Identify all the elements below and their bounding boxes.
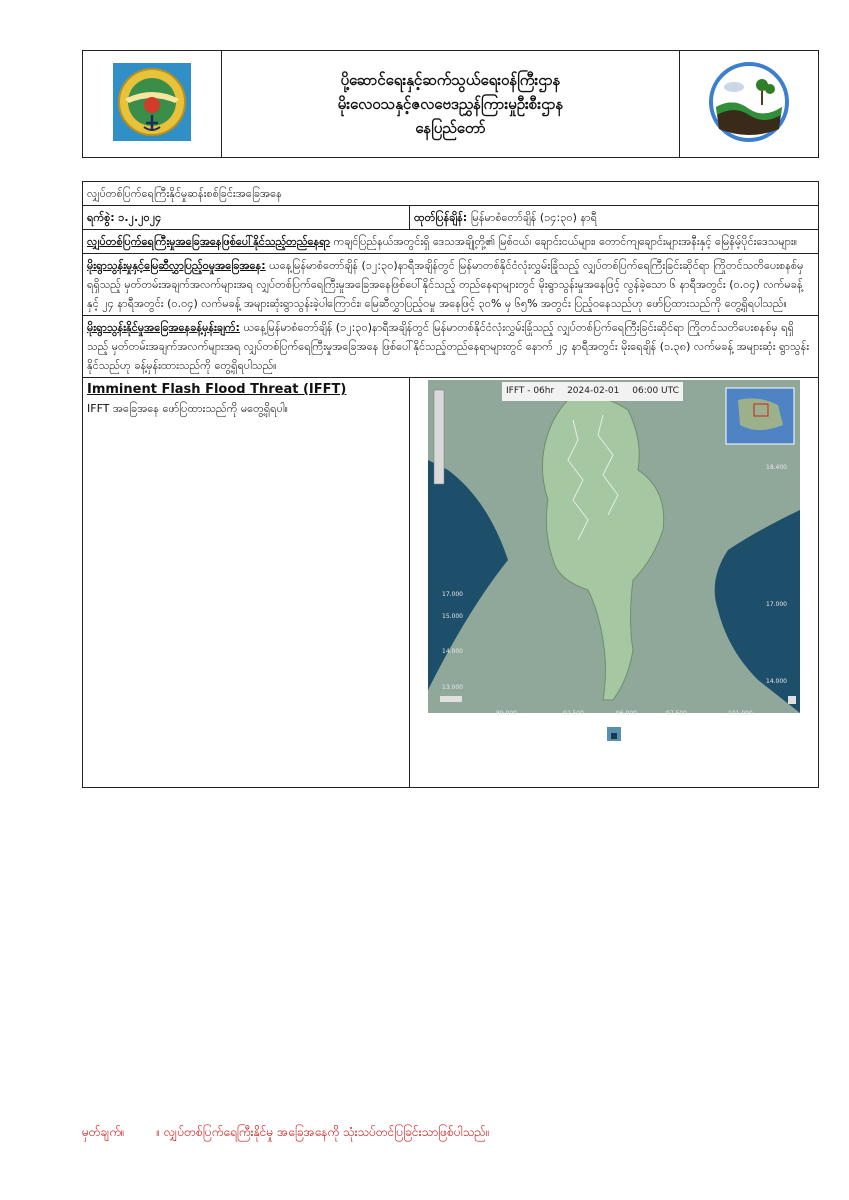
ifft-map-cell	[410, 378, 819, 788]
rainfall-text: ယနေ့မြန်မာစံတော်ချိန် (၁၂:၃၀)နာရီအချိန်တွင် မြန်မာတစ်နိုင်ငံလုံးလွှမ်းခြုံသည့် လျှပ်တစ်ပြက်ရေကြီးခြင်းဆိုင်ရာ ကြိုတင်သတိပေးစနစ်မှရရှိသည့် မှတ်တမ်းအချက်အလက်များအရ လျှပ်တစ်ပြက်ရေကြီးမှုအခြေအနေဖြစ်ပေါ်နိုင်သည့် တည်နေရာများတွင် မိုးရွာသွန်းမှုအနေဖြင့် လွန်ခဲ့သော ၆ နာရီအတွင်း (၀.၀၄) လက်မခန့်နှင့် ၂၄ နာရီအတွင်း (၀.၀၄) လက်မခန့် အများဆုံးရွာသွန်းခဲ့ပါကြောင်း၊ မြေဆီလွှာပြည့်ဝမှု အနေဖြင့် ၃၀% မှ ၆၅% အတွင်း ပြည့်ဝနေသည်ဟု ဖော်ပြထားသည်ကို တွေ့ရှိရပါသည်။	[87, 259, 804, 310]
ifft-text-cell	[83, 378, 410, 788]
forecast-heading: မိုးရွာသွန်းနိုင်မှုအခြေအနေခန့်မှန်းချက်:	[87, 321, 240, 334]
lon-label-5: 101.000	[728, 710, 753, 717]
header-title-line2: မိုးလေဝသနှင့်ဇလဗေဒညွှန်ကြားမှုဦးစီးဌာန	[337, 95, 564, 113]
date-label: ရက်စွဲ:	[87, 211, 115, 224]
thumbnail-icon	[410, 727, 818, 747]
ifft-status-text: IFFT အခြေအနေ ဖော်ပြထားသည်ကို မတွေ့ရှိရပါ။	[87, 402, 288, 415]
lon-label-1: 89.000	[496, 710, 517, 717]
map-time: 06:00 UTC	[632, 386, 679, 396]
areas-heading: လျှပ်တစ်ပြက်ရေကြီးမှုအခြေအနေဖြစ်ပေါ်နိုင်သည့်တည်နေရာ	[87, 235, 331, 248]
issue-time-value: မြန်မာစံတော်ချိန် (၁၄:၃၀) နာရီ	[470, 211, 597, 224]
map-title: IFFT - 06hr	[506, 386, 555, 396]
department-emblem-icon	[113, 63, 191, 141]
hydrologic-cycle-icon	[704, 57, 794, 147]
rainfall-heading: မိုးရွာသွန်းမှုနှင့်မြေဆီလွှာပြည့်ဝမှုအခြေအနေ:	[87, 259, 266, 272]
right-lat-label-2: 17.000	[766, 601, 787, 608]
department-logo-cell	[83, 51, 222, 158]
ifft-map	[428, 380, 800, 717]
lat-label-3: 14.000	[442, 648, 463, 655]
lon-label-4: 97.500	[666, 710, 687, 717]
ifft-map-graphic	[428, 380, 800, 713]
footer-note	[82, 1124, 490, 1142]
report-table	[82, 181, 819, 788]
areas-text: ကချင်ပြည်နယ်အတွင်းရှိ ဒေသအချို့တို့၏ မြစ်ငယ်၊ ချောင်းငယ်များ၊ တောင်ကျချောင်းများအနီးနှင့် မြေနိမ့်ပိုင်းဒေသများ။	[333, 235, 798, 248]
forecast-section	[83, 316, 819, 378]
date-cell	[83, 206, 410, 230]
header-table	[82, 50, 819, 158]
right-lat-label-1: 18.400	[766, 464, 787, 471]
areas-section	[83, 230, 819, 254]
date-value: ၁.၂.၂၀၂၄	[118, 211, 162, 224]
lon-label-3: 96.000	[616, 710, 637, 717]
issue-time-cell	[410, 206, 819, 230]
lat-label-4: 13.000	[442, 684, 463, 691]
map-date: 2024-02-01	[567, 386, 620, 396]
lat-label-2: 15.000	[442, 613, 463, 620]
header-title	[222, 51, 680, 158]
map-header	[502, 382, 683, 401]
footer-note-label: မှတ်ချက်။	[82, 1125, 125, 1139]
lon-label-2: 92.500	[563, 710, 584, 717]
ifft-heading: Imminent Flash Flood Threat (IFFT)	[87, 382, 347, 397]
report-subject: လျှပ်တစ်ပြက်ရေကြီးနိုင်မှုဆန်းစစ်ခြင်းအခြေအနေ	[83, 182, 819, 206]
right-lat-label-3: 14.000	[766, 678, 787, 685]
forecast-text: ယနေ့မြန်မာစံတော်ချိန် (၁၂:၃၀)နာရီအချိန်တွင် မြန်မာတစ်နိုင်ငံလုံးလွှမ်းခြုံသည့် လျှပ်တစ်ပြက်ရေကြီးခြင်းဆိုင်ရာ ကြိုတင်သတိပေးစနစ်မှ ရရှိသည့် မှတ်တမ်းအချက်အလက်များအရ လျှပ်တစ်ပြက်ရေကြီးမှုအခြေအနေ ဖြစ်ပေါ်နိုင်သည့်တည်နေရာများတွင် နောက် ၂၄ နာရီအတွင်း မိုးရေချိန် (၁.၃၈) လက်မခန့် အများဆုံး ရွာသွန်းနိုင်သည်ဟု ခန့်မှန်းထားသည်ကို တွေ့ရှိရပါသည်။	[87, 321, 809, 372]
lat-label-1: 17.000	[442, 591, 463, 598]
hydrology-logo-cell	[680, 51, 819, 158]
header-title-line3: နေပြည်တော်	[415, 119, 486, 137]
footer-note-text: ။ လျှပ်တစ်ပြက်ရေကြီးနိုင်မှု အခြေအနေကို သုံးသပ်တင်ပြခြင်းသာဖြစ်ပါသည်။	[156, 1125, 490, 1139]
issue-time-label: ထုတ်ပြန်ချိန်:	[414, 211, 468, 224]
rainfall-section	[83, 254, 819, 316]
header-title-line1: ပို့ဆောင်ရေးနှင့်ဆက်သွယ်ရေးဝန်ကြီးဌာန	[340, 71, 561, 89]
